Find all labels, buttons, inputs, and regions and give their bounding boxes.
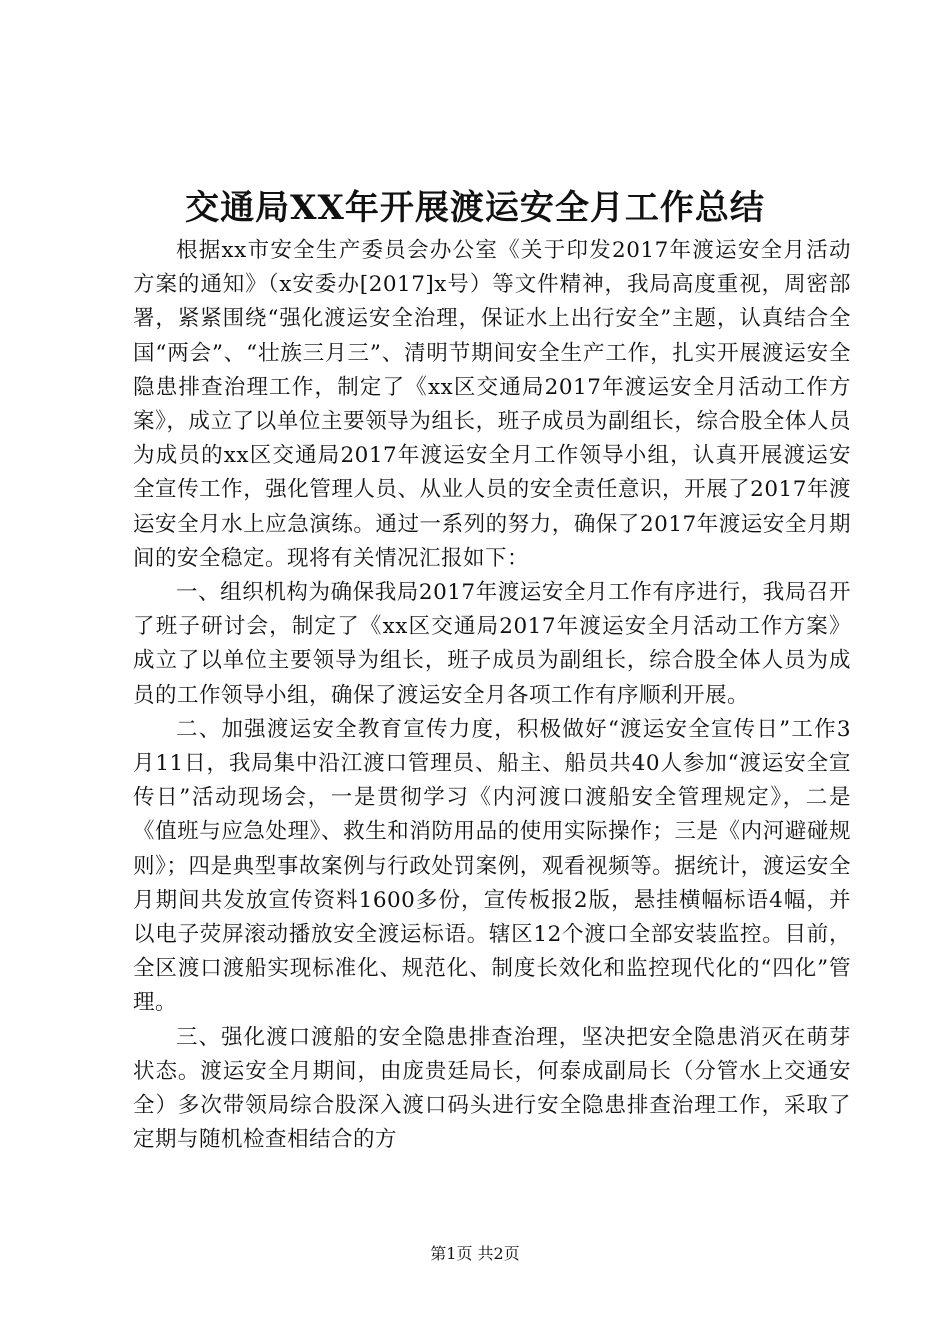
document-body [133, 234, 851, 1157]
paragraph-intro: 根据xx市安全生产委员会办公室《关于印发2017年渡运安全月活动方案的通知》（x安委办[2017]x号）等文件精神，我局高度重视，周密部署，紧紧围绕“强化渡运安全治理，保证水上出行安全”主题，认真结合全国“两会”、“壮族三月三”、清明节期间安全生产工作，扎实开展渡运安全隐患排查治理工作，制定了《xx区交通局2017年渡运安全月活动工作方案》，成立了以单位主要领导为组长，班子成员为副组长，综合股全体人员为成员的xx区交通局2017年渡运安全月工作领导小组，认真开展渡运安全宣传工作，强化管理人员、从业人员的安全责任意识，开展了2017年渡运安全月水上应急演练。通过一系列的努力，确保了2017年渡运安全月期间的安全稳定。现将有关情况汇报如下： [133, 238, 851, 571]
paragraph-publicity: 二、加强渡运安全教育宣传力度，积极做好“渡运安全宣传日”工作3月11日，我局集中沿江渡口管理员、船主、船员共40人参加“渡运安全宣传日”活动现场会，一是贯彻学习《内河渡口渡船安全管理规定》，二是《值班与应急处理》、救生和消防用品的使用实际操作；三是《内河避碰规则》；四是典型事故案例与行政处罚案例，观看视频等。据统计，渡运安全月期间共发放宣传资料1600多份，宣传板报2版，悬挂横幅标语4幅，并以电子荧屏滚动播放安全渡运标语。辖区12个渡口全部安装监控。目前，全区渡口渡船实现标准化、规范化、制度长效化和监控现代化的“四化”管理。 [133, 716, 851, 1016]
paragraph-inspection: 三、强化渡口渡船的安全隐患排查治理，坚决把安全隐患消灭在萌芽状态。渡运安全月期间，由庞贵廷局长，何泰成副局长（分管水上交通安全）多次带领局综合股深入渡口码头进行安全隐患排查治理工作，采取了定期与随机检查相结合的方 [133, 1024, 851, 1153]
document-title: 交通局XX年开展渡运安全月工作总结 [185, 188, 765, 228]
paragraph-organization: 一、组织机构为确保我局2017年渡运安全月工作有序进行，我局召开了班子研讨会，制定了《xx区交通局2017年渡运安全月活动工作方案》成立了以单位主要领导为组长，班子成员为副组长，综合股全体人员为成员的工作领导小组，确保了渡运安全月各项工作有序顺利开展。 [133, 580, 851, 708]
page-footer: 第1页 共2页 [430, 1244, 520, 1263]
